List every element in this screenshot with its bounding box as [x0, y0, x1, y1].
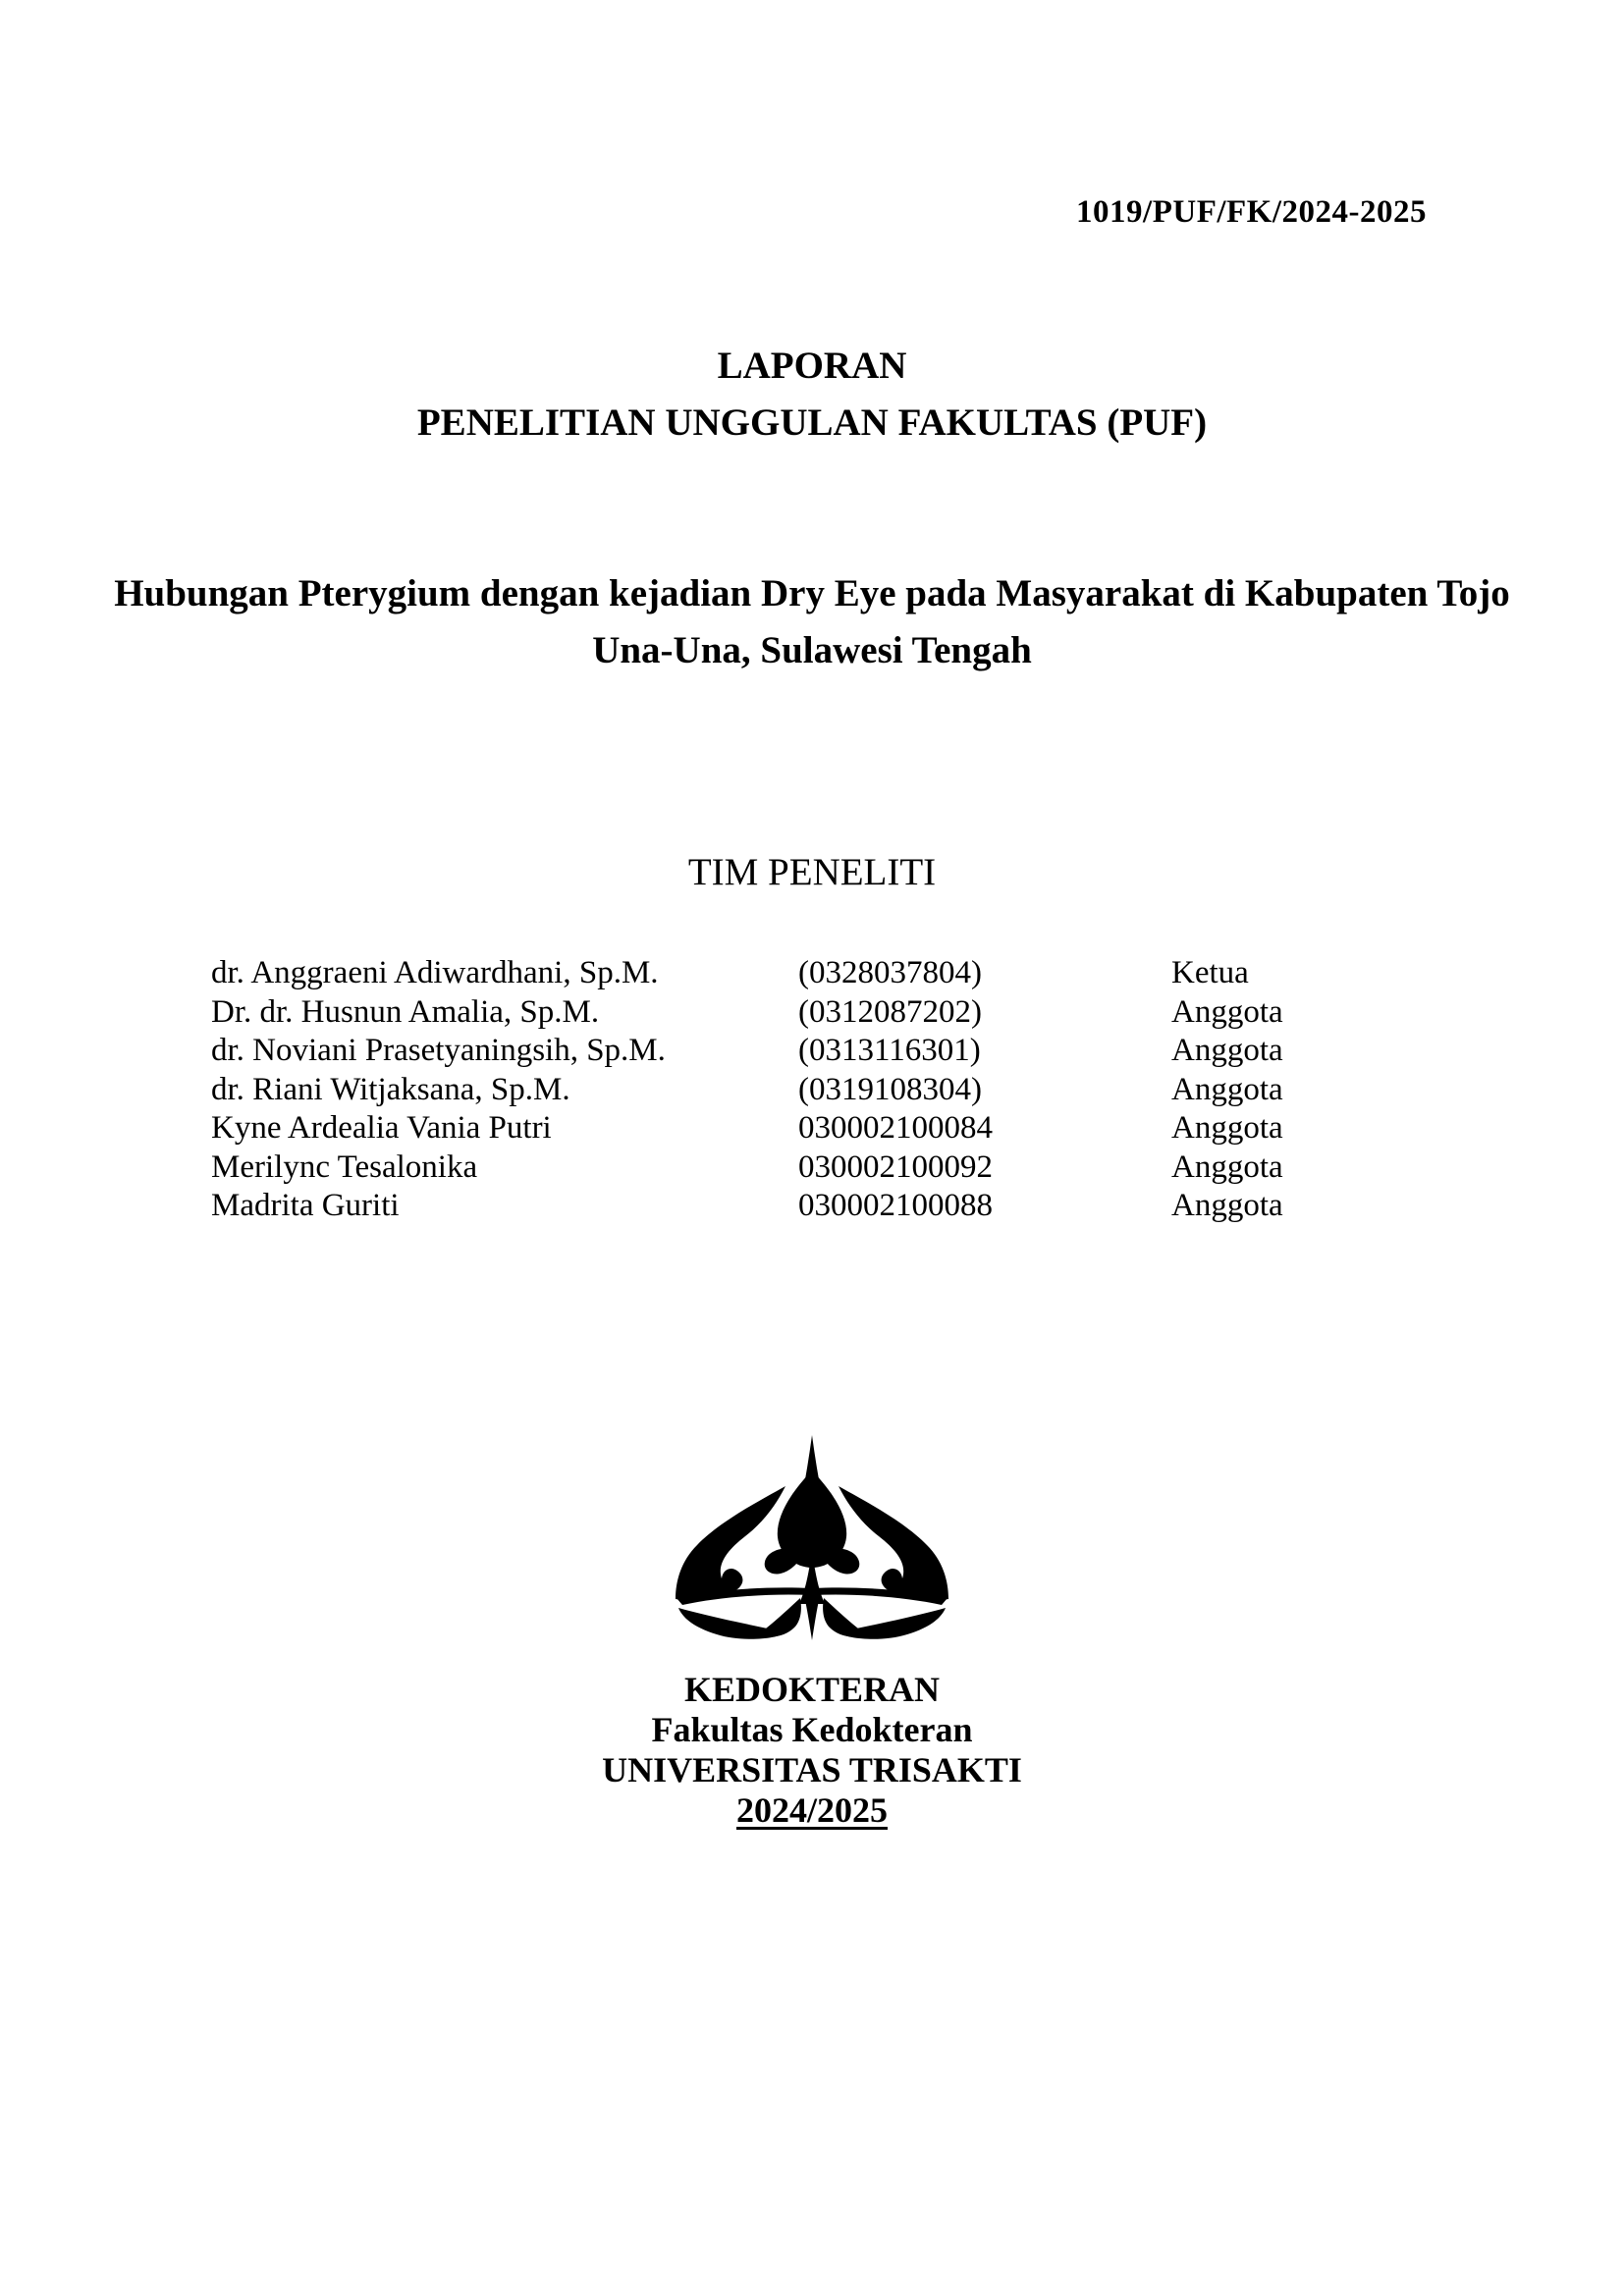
member-role: Ketua	[1171, 955, 1249, 990]
member-name: Merilync Tesalonika	[211, 1148, 478, 1185]
member-name: dr. Riani Witjaksana, Sp.M.	[211, 1071, 570, 1107]
research-title-line2: Una-Una, Sulawesi Tengah	[592, 629, 1032, 671]
member-id: (0319108304)	[798, 1071, 982, 1107]
team-member-row	[211, 1109, 1428, 1148]
team-member-row	[211, 1187, 1428, 1226]
document-reference-number: 1019/PUF/FK/2024-2025	[1076, 194, 1427, 230]
team-member-row	[211, 954, 1428, 993]
member-role: Anggota	[1171, 1033, 1283, 1068]
faculty-short-label: KEDOKTERAN	[683, 1670, 941, 1709]
member-id: (0312087202)	[798, 993, 982, 1030]
university-label: UNIVERSITAS TRISAKTI	[602, 1750, 1022, 1789]
member-id: 030002100092	[798, 1148, 993, 1185]
member-id: 030002100088	[798, 1188, 993, 1223]
report-type-heading	[0, 338, 1624, 452]
member-role: Anggota	[1171, 993, 1283, 1030]
research-title	[0, 565, 1624, 679]
member-name: Kyne Ardealia Vania Putri	[211, 1110, 552, 1146]
member-id: 030002100084	[798, 1110, 993, 1146]
team-member-row	[211, 1071, 1428, 1110]
member-role: Anggota	[1171, 1071, 1283, 1107]
member-name: dr. Anggraeni Adiwardhani, Sp.M.	[211, 955, 659, 990]
member-role: Anggota	[1171, 1188, 1283, 1223]
member-name: Dr. dr. Husnun Amalia, Sp.M.	[211, 993, 600, 1030]
member-name: dr. Noviani Prasetyaningsih, Sp.M.	[211, 1033, 666, 1068]
academic-year-label: 2024/2025	[735, 1790, 888, 1830]
member-role: Anggota	[1171, 1148, 1283, 1185]
team-member-row	[211, 1032, 1428, 1071]
member-name: Madrita Guriti	[211, 1188, 400, 1223]
team-section-heading: TIM PENELITI	[687, 851, 937, 893]
member-id: (0313116301)	[798, 1033, 981, 1068]
institution-block	[0, 1670, 1624, 1831]
team-member-row	[211, 993, 1428, 1033]
research-title-line1: Hubungan Pterygium dengan kejadian Dry Eye pada Masyarakat di Kabupaten Tojo	[114, 572, 1510, 614]
report-type-line2: PENELITIAN UNGGULAN FAKULTAS (PUF)	[416, 401, 1208, 444]
member-id: (0328037804)	[798, 955, 982, 990]
member-role: Anggota	[1171, 1110, 1283, 1146]
team-member-row	[211, 1148, 1428, 1188]
team-members-table	[211, 954, 1428, 1226]
faculty-label: Fakultas Kedokteran	[651, 1710, 973, 1749]
trisakti-emblem-icon	[675, 1434, 949, 1642]
report-type-line1: LAPORAN	[717, 345, 907, 387]
